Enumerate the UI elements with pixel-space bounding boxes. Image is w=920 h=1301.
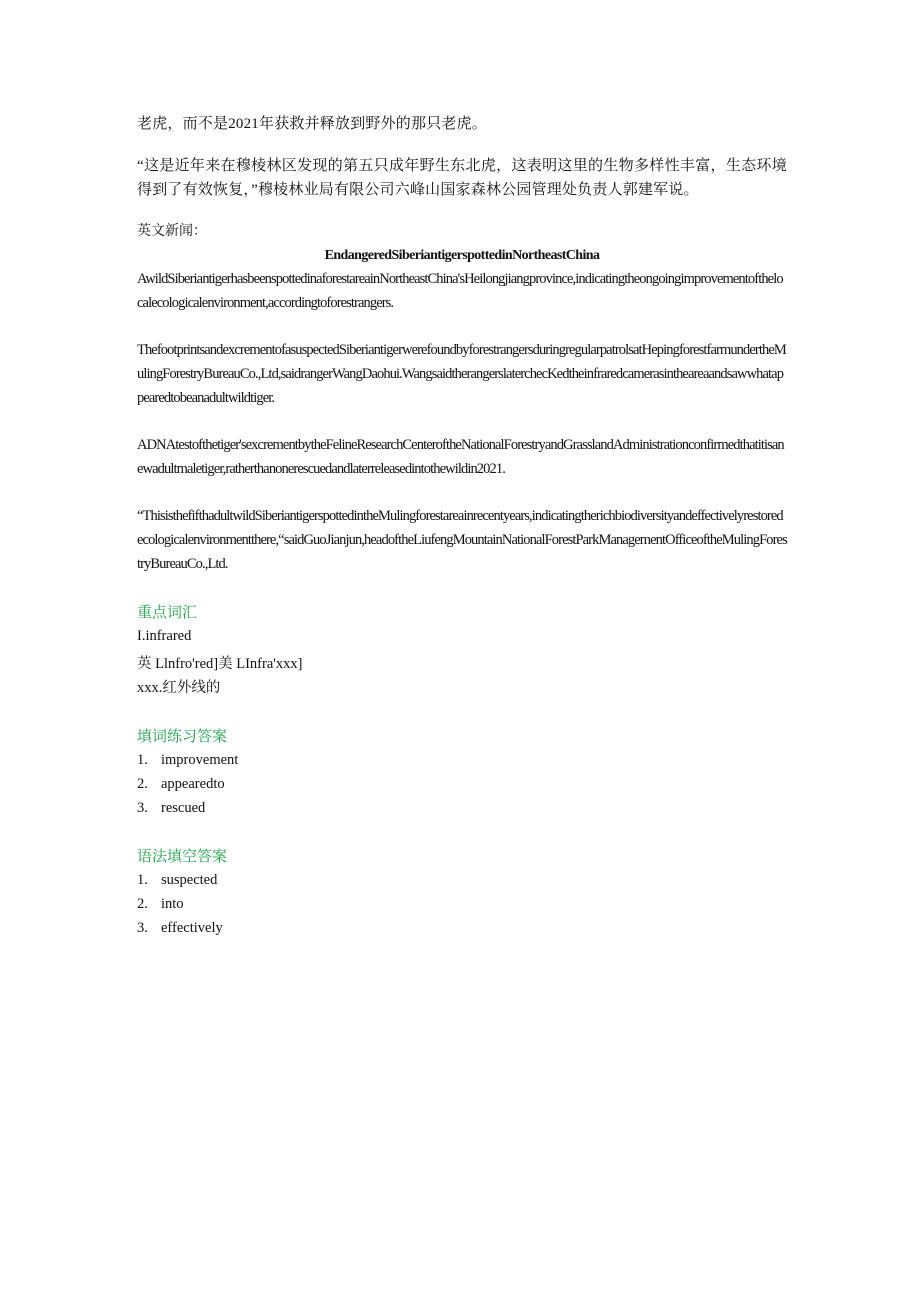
english-paragraph-2: ThefootprintsandexcrementofasuspectedSiberiantigerwerefoundbyforestrangersduringregularpatrolsatHepingforestfarmundertheMulingForestryBureauCo.,Ltd,saidrangerWangDaohui.WangsaidtherangerslaterchecKedtheinfraredcamerasintheareaandsawwhatappearedtobeanadultwildtiger. [137,342,786,406]
item-number: 1. [137,752,148,768]
list-item [137,748,787,772]
vocab-heading: 重点词汇 [137,603,198,621]
list-item [137,772,787,796]
grammar-heading: 语法填空答案 [137,847,228,865]
fill-words-list [137,748,787,820]
item-answer: into [161,896,184,912]
document-page [137,112,787,940]
vocab-word: I.infrared [137,628,192,644]
item-number: 1. [137,872,148,888]
list-item [137,796,787,820]
chinese-paragraph-2: “这是近年来在穆棱林区发现的第五只成年野生东北虎，这表明这里的生物多样性丰富，生态环境得到了有效恢复，”穆棱林业局有限公司六峰山国家森林公园管理处负责人郭建军说。 [137,158,787,198]
english-news-label: 英文新闻： [137,223,207,239]
item-answer: effectively [161,920,223,936]
chinese-paragraph-1: 老虎，而不是2021年获救并释放到野外的那只老虎。 [137,116,488,132]
item-answer: appearedto [161,776,225,792]
list-item [137,892,787,916]
english-paragraph-4: “ThisisthefifthadultwildSiberiantigerspottedintheMulingforestareainrecentyears,indicatingtherichbiodiversityandeffectivelyrestoredecologicalenvironmentthere,“saidGuoJianjun,headoftheLiufengMountainNationalForestParkManagementOfficeoftheMulingForestryBureauCo.,Ltd. [137,508,787,572]
vocab-meaning: xxx.红外线的 [137,680,221,696]
item-answer: suspected [161,872,218,888]
fill-words-heading: 填词练习答案 [137,727,228,745]
item-number: 3. [137,800,148,816]
english-paragraph-3: ADNAtestofthetiger'sexcrementbytheFelineResearchCenteroftheNationalForestryandGrasslandAdministrationconfirmedthatitisanewadultmaletiger,ratherthanonerescuedandlaterreleasedintothewildin2021. [137,437,784,477]
item-number: 3. [137,920,148,936]
grammar-list [137,868,787,940]
list-item [137,868,787,892]
item-answer: improvement [161,752,239,768]
english-news-title: EndangeredSiberiantigerspottedinNortheastChina [324,248,600,263]
item-number: 2. [137,776,148,792]
english-paragraph-1: AwildSiberiantigerhasbeenspottedinaforestareainNortheastChina'sHeilongjiangprovince,indicatingtheongoingimprovementofthelocalecologicalenvironment,accordingtoforestrangers. [137,271,783,311]
list-item [137,916,787,940]
item-number: 2. [137,896,148,912]
vocab-phonetic: 英 Llnfro'red]美 LInfra'xxx] [137,656,303,672]
item-answer: rescued [161,800,206,816]
